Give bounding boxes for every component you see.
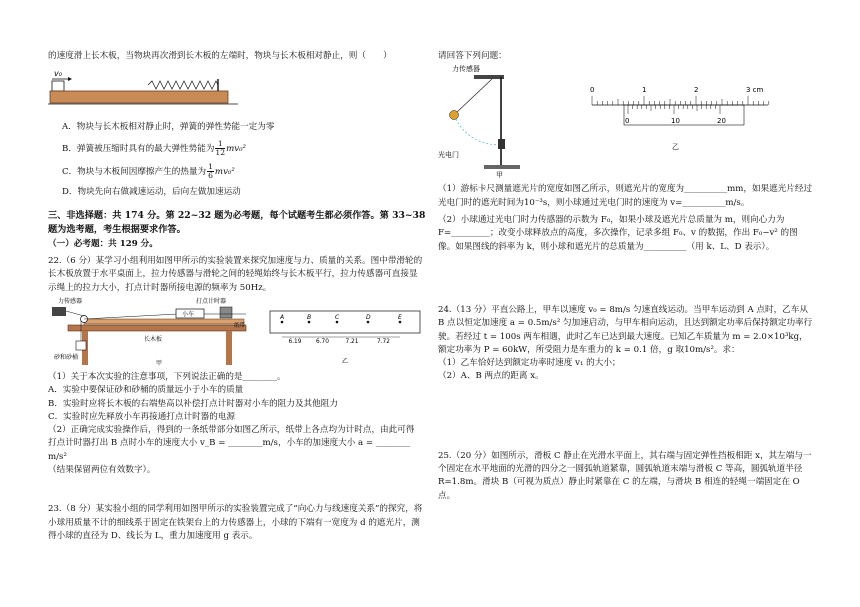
option-c: C．物块与木板间因摩擦产生的热量为 $\frac{1}{6}$ mv₀² (62, 161, 235, 180)
tape-point-label: E (398, 313, 402, 321)
timer (220, 307, 232, 318)
section-three-heading: 三、非选择题：共 174 分。第 22~32 题为必考题，每个试题考生都必须作答。第 33~38 题为选考题，考生根据要求作答。 (48, 210, 426, 236)
spring-board-figure (48, 67, 248, 109)
q22-option-c: C．实验时应先释放小车再接通打点计时器的电源 (48, 411, 236, 422)
q24-part1: （1）乙车恰好达到额定功率时速度 v₁ 的大小； (438, 358, 621, 369)
vernier-label: 10 (671, 117, 680, 126)
tape-point-D (367, 321, 370, 324)
tape-point-B (308, 321, 311, 324)
main-scale-label: 1 (642, 86, 647, 95)
svg-text:长木板: 长木板 (144, 335, 163, 343)
q22-stem: 22.（6 分）某学习小组利用如图甲所示的实验装置来探究加速度与力、质量的关系。图中带滑轮的长木板放置于水平桌面上，拉力传感器与滑轮之间的轻绳始终与长木板平行，拉力传感器可直接显示绳上的拉力大小，打点计时器所接电源的频率为 50Hz。 (48, 255, 423, 293)
vernier-caliper-figure (588, 79, 778, 169)
q23-part1: （1）游标卡尺测量遮光片的宽度如图乙所示，则遮光片的宽度为__________mm，如果遮光片经过光电门时的遮光时间为10⁻³s，则小球通过光电门时的速度为 v=__________m/s。 (438, 184, 813, 208)
long-board (50, 91, 228, 103)
tape-gap-label: 7.21 (345, 338, 359, 345)
q22-part2-line3: （结果保留两位有效数字）。 (48, 465, 156, 476)
q24-part2: （2）A、B 两点的距离 x。 (438, 371, 544, 382)
q22-option-a: A．实验中要保证砂和砂桶的质量远小于小车的质量 (48, 385, 244, 396)
q24-stem: 24.（13 分）平直公路上，甲车以速度 v₀ = 8m/s 匀速直线运动。当甲车运动到 A 点时，乙车从 B 点以恒定加速度 a = 0.5m/s² 匀加速启动，与甲车相向运动，且达到额定功率后保持额定功率行驶。若经过 t = 100s 两车相遇，此时乙车已达到最大速度。已知乙车质量为 m = 2.0×10³kg，额定功率为 P = 60kW，所受阻力是车重力的 k = 0.1 倍，g 取10m/s²。求： (438, 304, 813, 355)
main-scale-label: 3 cm (746, 86, 764, 95)
svg-text:光电门: 光电门 (438, 151, 459, 160)
tape-point-A (281, 321, 284, 324)
svg-text:甲: 甲 (496, 171, 503, 180)
photogate (498, 139, 505, 149)
tape-point-E (399, 321, 402, 324)
spring (148, 81, 218, 89)
svg-text:打点计时器: 打点计时器 (196, 297, 227, 305)
q22-apparatus-figure (48, 297, 248, 367)
answer-intro: 请回答下列问题： (438, 51, 507, 61)
q25-stem: 25.（20 分）如图所示，滑板 C 静止在光滑水平面上，其右端与固定弹性挡板相距 x，其左端与一个固定在水平地面的光滑的四分之一圆弧轨道紧靠，圆弧轨道末端与滑板 C 等高，圆弧轨道半径 R=1.8m。滑块 B（可视为质点）静止时紧靠在 C 的左端，与滑块 B 相连的轻绳一端固定在 O 点。 (438, 450, 812, 501)
q23-figures (438, 63, 813, 179)
option-d: D．物块先向右做减速运动，后向左做加速运动 (62, 186, 241, 197)
tape-point-label: B (307, 313, 312, 321)
block (52, 81, 64, 91)
v0-label: v₀ (54, 69, 62, 79)
vernier-label: 20 (717, 117, 726, 126)
q22-part1: （1）关于本次实验的注意事项，下列说法正确的是________。 (48, 371, 286, 382)
sand-bucket (76, 341, 86, 350)
svg-text:小车: 小车 (182, 310, 195, 318)
main-scale-label: 2 (694, 86, 699, 95)
option-a: A．物块与长木板相对静止时，弹簧的弹性势能一定为零 (62, 121, 275, 132)
svg-text:甲: 甲 (156, 359, 163, 367)
tape-gap-label: 6.19 (288, 338, 302, 345)
left-column (48, 50, 426, 543)
tape-point-label: D (366, 313, 371, 321)
q22-tape-figure (266, 297, 426, 367)
right-column (438, 50, 813, 503)
q22-option-b: B．实验时应将长木板的右端垫高以补偿打点计时器对小车的阻力及其他阻力 (48, 398, 338, 409)
section-three-sub: （一）必考题：共 129 分。 (48, 238, 158, 249)
tape-point-C (336, 321, 339, 324)
pendulum-apparatus-figure (438, 63, 538, 179)
q22-figures (48, 297, 426, 367)
svg-text:纸带: 纸带 (234, 322, 246, 329)
tape-point-label: C (335, 313, 340, 321)
ball (450, 111, 459, 120)
force-sensor (52, 307, 66, 316)
option-b: B．弹簧被压缩时具有的最大弹性势能为 $\frac{1}{12}$ mv₀² (62, 138, 246, 157)
main-scale-label: 0 (590, 86, 595, 95)
q22-part2-line1: （2）正确完成实验操作后，得到的一条纸带部分如图乙所示，纸带上各点均为计时点，由此可得 (48, 425, 415, 436)
svg-text:砂和砂桶: 砂和砂桶 (54, 353, 79, 361)
q22-part2-line2: 打点计时器打出 B 点时小车的速度大小 v_B = ________m/s，小车的加速度大小 a = ________ m/s² (48, 438, 411, 462)
svg-text:力传感器: 力传感器 (452, 65, 480, 74)
question-stem-top: 的速度滑上长木板，当物块再次滑到长木板的左端时，物块与长木板相对静止，则（ ） (48, 51, 392, 61)
q23-stem: 23.（8 分）某实验小组的同学利用如图甲所示的实验装置完成了“向心力与线速度关系”的探究，将小球用质量不计的细线系于固定在铁架台上的力传感器上，小球的下端有一宽度为 d 的遮光片，测得小球的直径为 D、线长为 L，重力加速度用 g 表示。 (48, 504, 423, 541)
tape-gap-label: 6.70 (316, 338, 329, 345)
q23-part2: （2）小球通过光电门时力传感器的示数为 F₀，如果小球及遮光片总质量为 m，则向心力为 F=_________；改变小球释放点的高度，多次操作，记录多组 F₀、v 的数据，作出 F₀−v² 的图像。如果图线的斜率为 k，则小球和遮光片的总质量为__________（用 k、L、D 表示）。 (438, 214, 798, 252)
svg-text:乙: 乙 (342, 357, 349, 365)
tape-gap-label: 7.72 (377, 338, 390, 345)
vernier-label: 0 (625, 117, 630, 126)
tape-point-label: A (280, 313, 285, 321)
svg-text:力传感器: 力传感器 (58, 297, 83, 305)
table-top (68, 325, 246, 331)
board (84, 319, 244, 324)
svg-text:乙: 乙 (672, 143, 679, 152)
